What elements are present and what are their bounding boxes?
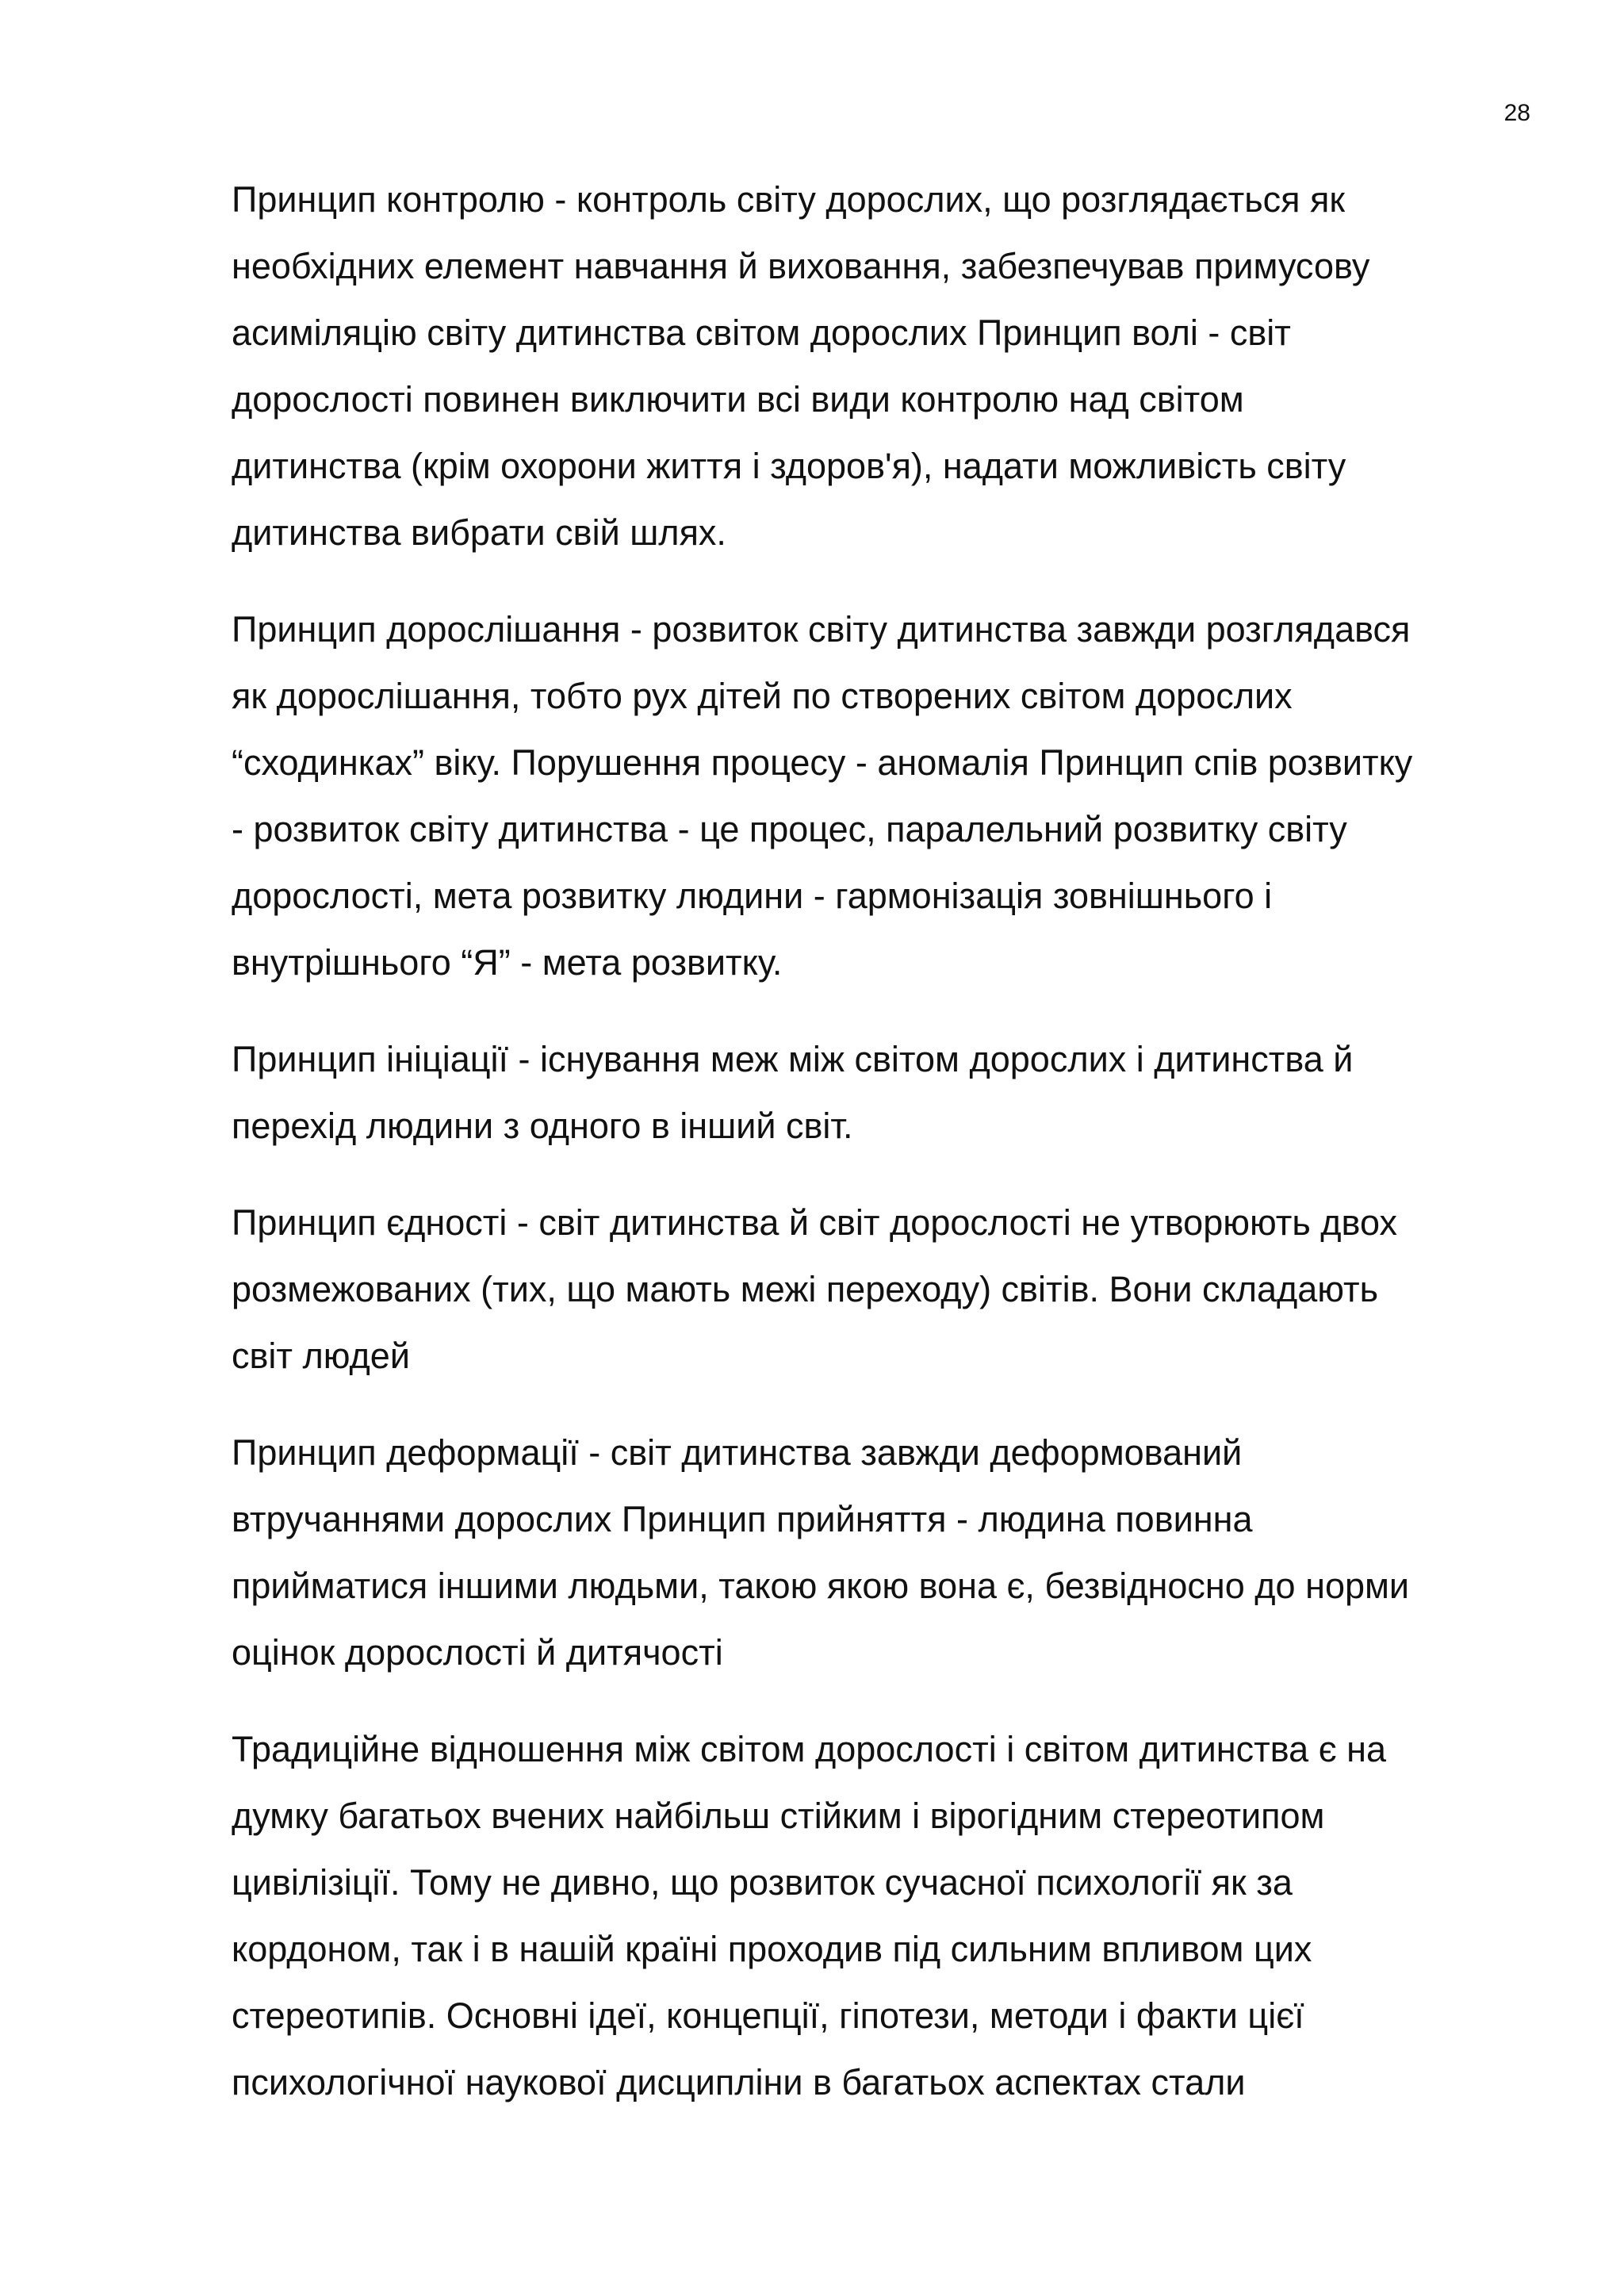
paragraph-5 — [232, 1420, 1532, 1686]
body-text — [232, 167, 1532, 2146]
page-number: 28 — [1503, 100, 1530, 126]
text-line: втручаннями дорослих Принцип прийняття - людина повинна — [232, 1499, 1253, 1539]
text-line: дитинства вибрати свій шлях. — [232, 512, 726, 553]
text-line: оцінок дорослості й дитячості — [232, 1632, 723, 1673]
text-line: Принцип єдності - світ дитинства й світ дорослості не утворюють двох — [232, 1202, 1397, 1243]
text-line: дорослості повинен виключити всі види контролю над світом — [232, 379, 1244, 420]
text-line: необхідних елемент навчання й виховання, забезпечував примусову — [232, 246, 1370, 286]
text-line: цивілізіції. Тому не дивно, що розвиток сучасної психології як за — [232, 1862, 1293, 1903]
text-line: дорослості, мета розвитку людини - гармонізація зовнішнього і — [232, 876, 1273, 916]
text-line: перехід людини з одного в інший світ. — [232, 1106, 853, 1146]
text-line: асиміляцію світу дитинства світом дорослих Принцип волі - світ — [232, 312, 1291, 353]
text-line: психологічної наукової дисципліни в багатьох аспектах стали — [232, 2062, 1246, 2102]
text-line: як дорослішання, тобто рух дітей по створених світом дорослих — [232, 676, 1293, 716]
text-line: світ людей — [232, 1336, 410, 1376]
paragraph-6 — [232, 1716, 1532, 2116]
text-line: Принцип ініціації - існування меж між світом дорослих і дитинства й — [232, 1039, 1354, 1079]
text-line: Принцип дорослішання - розвиток світу дитинства завжди розглядався — [232, 609, 1411, 650]
text-line: думку багатьох вчених найбільш стійким і вірогідним стереотипом — [232, 1796, 1325, 1836]
text-line: Традиційне відношення між світом дорослості і світом дитинства є на — [232, 1729, 1387, 1769]
text-line: внутрішнього “Я” - мета розвитку. — [232, 942, 783, 983]
text-line: Принцип деформації - світ дитинства завжди деформований — [232, 1432, 1243, 1473]
text-line: стереотипів. Основні ідеї, концепції, гіпотези, методи і факти цієї — [232, 1995, 1304, 2036]
text-line: Принцип контролю - контроль світу дорослих, що розглядається як — [232, 179, 1346, 220]
paragraph-2 — [232, 596, 1532, 996]
text-line: кордоном, так і в нашій країні проходив під сильним впливом цих — [232, 1929, 1312, 1969]
text-line: - розвиток світу дитинства - це процес, паралельний розвитку світу — [232, 809, 1347, 849]
paragraph-1 — [232, 167, 1532, 566]
text-line: прийматися іншими людьми, такою якою вона є, безвідносно до норми — [232, 1566, 1410, 1606]
paragraph-4 — [232, 1190, 1532, 1389]
text-line: “сходинках” віку. Порушення процесу - аномалія Принцип спів розвитку — [232, 742, 1413, 783]
text-line: дитинства (крім охорони життя і здоров'я), надати можливість світу — [232, 446, 1346, 486]
paragraph-3 — [232, 1026, 1532, 1159]
text-line: розмежованих (тих, що мають межі переходу) світів. Вони складають — [232, 1269, 1379, 1309]
